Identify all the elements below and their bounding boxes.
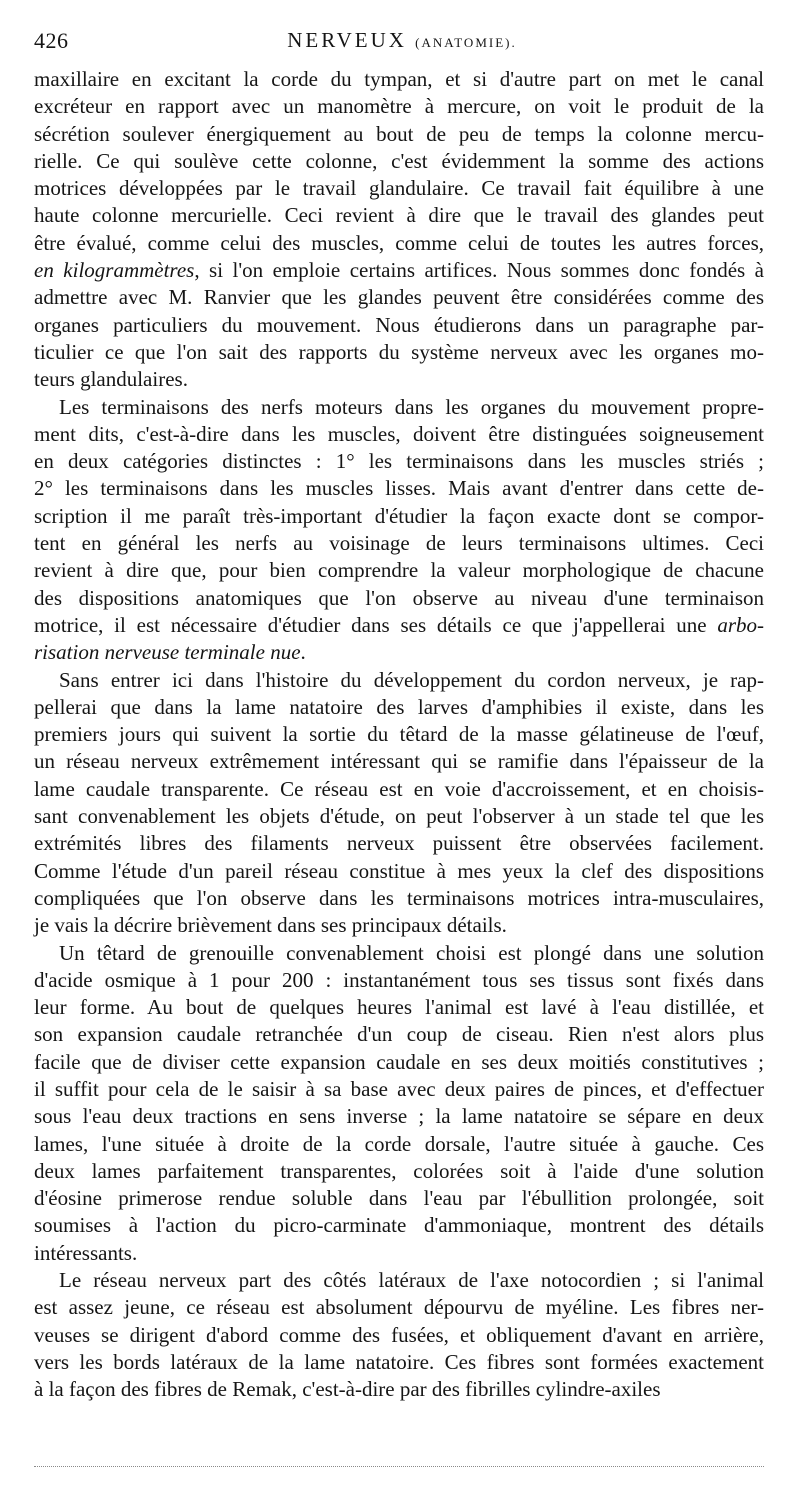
text-line: revient à dire que, pour bien comprendre la valeur morphologique de chacune xyxy=(34,558,764,583)
text-line: Le réseau nerveux part des côtés latéraux de l'axe notocordien ; si l'animal xyxy=(59,1268,764,1293)
text-line: excréteur en rapport avec un manomètre à mercure, on voit le produit de la xyxy=(34,94,764,119)
running-title xyxy=(34,28,770,53)
text-line: admettre avec M. Ranvier que les glandes peuvent être considérées comme des xyxy=(34,285,764,310)
text-line: sant convenablement les objets d'étude, on peut l'observer à un stade tel que les xyxy=(34,804,764,829)
text-line: pellerai que dans la lame natatoire des larves d'amphibies il existe, dans les xyxy=(34,694,764,719)
text-line: sécrétion soulever énergiquement au bout de peu de temps la colonne mercu- xyxy=(34,121,764,146)
text-line: d'acide osmique à 1 pour 200 : instantanément tous ses tissus sont fixés dans xyxy=(34,967,764,992)
text-line: Les terminaisons des nerfs moteurs dans les organes du mouvement propre- xyxy=(59,394,764,419)
text-line: tent en général les nerfs au voisinage de leurs terminaisons ultimes. Ceci xyxy=(34,531,764,556)
footer-rule xyxy=(34,1466,764,1467)
text-line: en kilogrammètres, si l'on emploie certains artifices. Nous sommes donc fondés à xyxy=(34,258,764,283)
text-line: maxillaire en excitant la corde du tympan, et si d'autre part on met le canal xyxy=(34,67,764,91)
text-line: un réseau nerveux extrêmement intéressant qui se ramifie dans l'épaisseur de la xyxy=(34,749,764,774)
paragraph xyxy=(34,394,764,667)
paragraph xyxy=(34,1267,764,1403)
page-header xyxy=(34,26,770,60)
text-line: son expansion caudale retranchée d'un coup de ciseau. Rien n'est alors plus xyxy=(34,1022,764,1047)
text-line: scription il me paraît très-important d'étudier la façon exacte dont se compor- xyxy=(34,503,764,528)
text-line: à la façon des fibres de Remak, c'est-à-dire par des fibrilles cylindre-axiles xyxy=(34,1377,661,1402)
text-line: motrices développées par le travail glandulaire. Ce travail fait équilibre à une xyxy=(34,176,764,201)
text-line: lame caudale transparente. Ce réseau est en voie d'accroissement, et en choisis- xyxy=(34,776,764,801)
text-line: motrice, il est nécessaire d'étudier dans ses détails ce que j'appellerai une arbo- xyxy=(34,612,764,637)
body-text xyxy=(34,66,764,1404)
text-line: lames, l'une située à droite de la corde dorsale, l'autre située à gauche. Ces xyxy=(34,1131,764,1156)
text-line: haute colonne mercurielle. Ceci revient à dire que le travail des glandes peut xyxy=(34,203,764,228)
text-line: intéressants. xyxy=(34,1240,138,1265)
text-line: est assez jeune, ce réseau est absolument dépourvu de myéline. Les fibres ner- xyxy=(34,1295,764,1320)
text-line: Comme l'étude d'un pareil réseau constitue à mes yeux la clef des dispositions xyxy=(34,858,764,883)
text-line: il suffit pour cela de le saisir à sa base avec deux paires de pinces, et d'effectuer xyxy=(34,1076,764,1101)
text-line: premiers jours qui suivent la sortie du têtard de la masse gélatineuse de l'œuf, xyxy=(34,722,764,747)
running-title-main: NERVEUX xyxy=(287,28,407,52)
text-line: extrémités libres des filaments nerveux puissent être observées facilement. xyxy=(34,831,764,856)
text-line: Sans entrer ici dans l'histoire du développement du cordon nerveux, je rap- xyxy=(59,667,764,692)
paragraph xyxy=(34,66,764,394)
paragraph xyxy=(34,667,764,940)
text-line: deux lames parfaitement transparentes, colorées soit à l'aide d'une solution xyxy=(34,1158,764,1183)
text-line: Un têtard de grenouille convenablement choisi est plongé dans une solution xyxy=(59,940,764,965)
text-line: en deux catégories distinctes : 1° les terminaisons dans les muscles striés ; xyxy=(34,449,764,474)
text-line: teurs glandulaires. xyxy=(34,367,188,392)
text-line: d'éosine primerose rendue soluble dans l'eau par l'ébullition prolongée, soit xyxy=(34,1186,764,1211)
running-title-subtitle: (ANATOMIE). xyxy=(415,35,517,50)
text-line: sous l'eau deux tractions en sens inverse ; la lame natatoire se sépare en deux xyxy=(34,1104,764,1129)
text-line: leur forme. Au bout de quelques heures l'animal est lavé à l'eau distillée, et xyxy=(34,995,764,1020)
page-number: 426 xyxy=(34,28,69,53)
text-line: des dispositions anatomiques que l'on observe au niveau d'une terminaison xyxy=(34,585,764,610)
text-line: être évalué, comme celui des muscles, comme celui de toutes les autres forces, xyxy=(34,230,764,255)
text-line: vers les bords latéraux de la lame natatoire. Ces fibres sont formées exactement xyxy=(34,1349,764,1374)
text-line: facile que de diviser cette expansion caudale en ses deux moitiés constitutives ; xyxy=(34,1049,764,1074)
text-line: ticulier ce que l'on sait des rapports du système nerveux avec les organes mo- xyxy=(34,339,764,364)
text-line: compliquées que l'on observe dans les terminaisons motrices intra-musculaires, xyxy=(34,885,764,910)
text-line: 2° les terminaisons dans les muscles lisses. Mais avant d'entrer dans cette de- xyxy=(34,476,764,501)
text-line: je vais la décrire brièvement dans ses principaux détails. xyxy=(34,913,507,938)
text-line: rielle. Ce qui soulève cette colonne, c'est évidemment la somme des actions xyxy=(34,148,764,173)
text-line: soumises à l'action du picro-carminate d'ammoniaque, montrent des détails xyxy=(34,1213,764,1238)
text-line: organes particuliers du mouvement. Nous étudierons dans un paragraphe par- xyxy=(34,312,764,337)
text-line: ment dits, c'est-à-dire dans les muscles, doivent être distinguées soigneusement xyxy=(34,421,764,446)
text-line: veuses se dirigent d'abord comme des fusées, et obliquement d'avant en arrière, xyxy=(34,1322,764,1347)
paragraph xyxy=(34,940,764,1268)
text-line: risation nerveuse terminale nue. xyxy=(34,640,306,665)
